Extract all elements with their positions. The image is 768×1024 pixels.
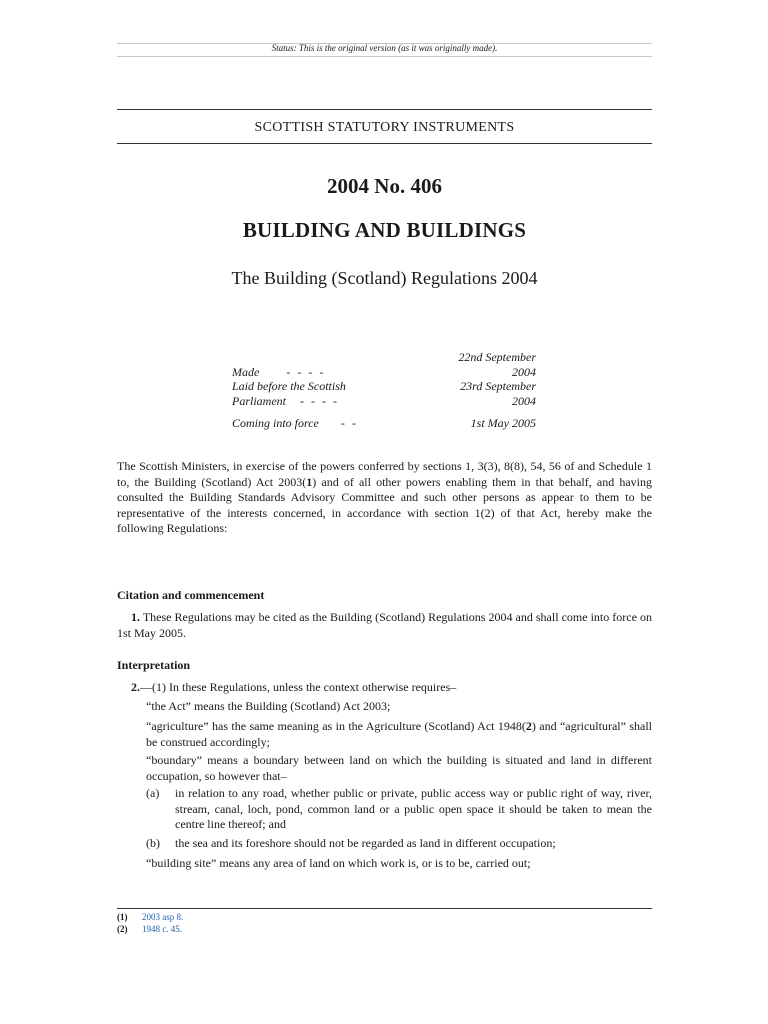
interpretation-heading: Interpretation (117, 658, 191, 672)
subparagraph-b-text: the sea and its foreshore should not be regarded as land in different occupation; (175, 836, 556, 850)
force-dashes: - - (340, 416, 358, 430)
laid-label-line2: Parliament (232, 393, 286, 408)
footnote-1-link[interactable]: 2003 asp 8. (142, 912, 184, 922)
regulation-1-text: These Regulations may be cited as the Building (Scotland) Regulations 2004 and shall come into force on 1st May 2005. (117, 610, 652, 640)
subparagraph-a-label: (a) (146, 786, 160, 800)
made-date-line1: 22nd September (458, 350, 536, 364)
status-line: Status: This is the original version (as it was originally made). (271, 43, 498, 53)
definition-building-site: “building site” means any area of land on which work is, or is to be, carried out; (146, 856, 531, 870)
definition-agriculture-text-2: ) and “agricultural” shall be construed accordingly; (146, 719, 652, 749)
footnote-2 (117, 924, 182, 935)
force-date: 1st May 2005 (470, 416, 536, 430)
footnote-ref-1[interactable]: 1 (306, 474, 313, 489)
definition-act: “the Act” means the Building (Scotland) Act 2003; (146, 699, 391, 713)
made-label: Made (232, 364, 260, 379)
made-dashes: - - - - (286, 364, 326, 379)
force-label: Coming into force (232, 416, 319, 430)
footnote-rule (117, 908, 652, 909)
definition-agriculture-text-1: “agriculture” has the same meaning as in the Agriculture (Scotland) Act 1948( (146, 719, 526, 733)
regulations-title: The Building (Scotland) Regulations 2004 (231, 268, 538, 288)
subparagraph-b-label: (b) (146, 836, 160, 850)
subparagraph-a (146, 786, 652, 833)
regulation-1 (117, 610, 652, 641)
preamble-text-1: The Scottish Ministers, in exercise of the powers conferred by sections 1, 3(3), 8(8), 54, 56 of and Schedule 1 to, the Building (Scotland) Act 2003( (117, 459, 652, 489)
header-rule-bottom (117, 143, 652, 144)
definition-boundary: “boundary” means a boundary between land on which the building is situated and land in different occupation, so however that– (146, 753, 652, 783)
preamble-text-2: ) and of all other powers enabling them in that behalf, and having consulted the Building Standards Advisory Committee and such other persons as appear to them to be representative of the interests concerned, in accordance with section 1(2) of that Act, hereby make the following Regulations: (117, 474, 652, 535)
subparagraph-b (146, 836, 652, 852)
force-row (232, 416, 536, 431)
laid-label-line1: Laid before the Scottish (232, 379, 346, 393)
series-title: SCOTTISH STATUTORY INSTRUMENTS (254, 120, 515, 135)
laid-date-line2: 2004 (512, 393, 536, 408)
footnote-2-link[interactable]: 1948 c. 45. (142, 924, 182, 934)
subject-heading: BUILDING AND BUILDINGS (242, 218, 527, 242)
dates-table (232, 350, 536, 439)
laid-date-line1: 23rd September (460, 379, 536, 393)
footnote-2-mark: (2) (117, 924, 128, 934)
preamble (117, 459, 652, 537)
regulation-2 (117, 680, 652, 696)
made-row (232, 350, 536, 379)
regulation-2-text: —(1) In these Regulations, unless the context otherwise requires– (140, 680, 457, 694)
laid-dashes: - - - - (300, 393, 339, 408)
header-rule-top (117, 109, 652, 110)
footnote-1-mark: (1) (117, 912, 128, 922)
laid-row (232, 379, 536, 408)
regulation-2-number: 2. (131, 680, 140, 694)
status-rule (117, 56, 652, 57)
subparagraph-a-text: in relation to any road, whether public or private, public access way or public right of way, river, stream, canal, loch, pond, common land or a public open space it should be taken to mean the centre line thereof; and (175, 786, 652, 831)
footnote-ref-2[interactable]: 2 (525, 719, 532, 733)
footnote-1 (117, 912, 183, 923)
definition-agriculture (146, 719, 652, 750)
regulation-1-number: 1. (131, 610, 140, 624)
citation-heading: Citation and commencement (117, 588, 265, 602)
instrument-number: 2004 No. 406 (327, 174, 442, 198)
made-date-line2: 2004 (512, 364, 536, 379)
